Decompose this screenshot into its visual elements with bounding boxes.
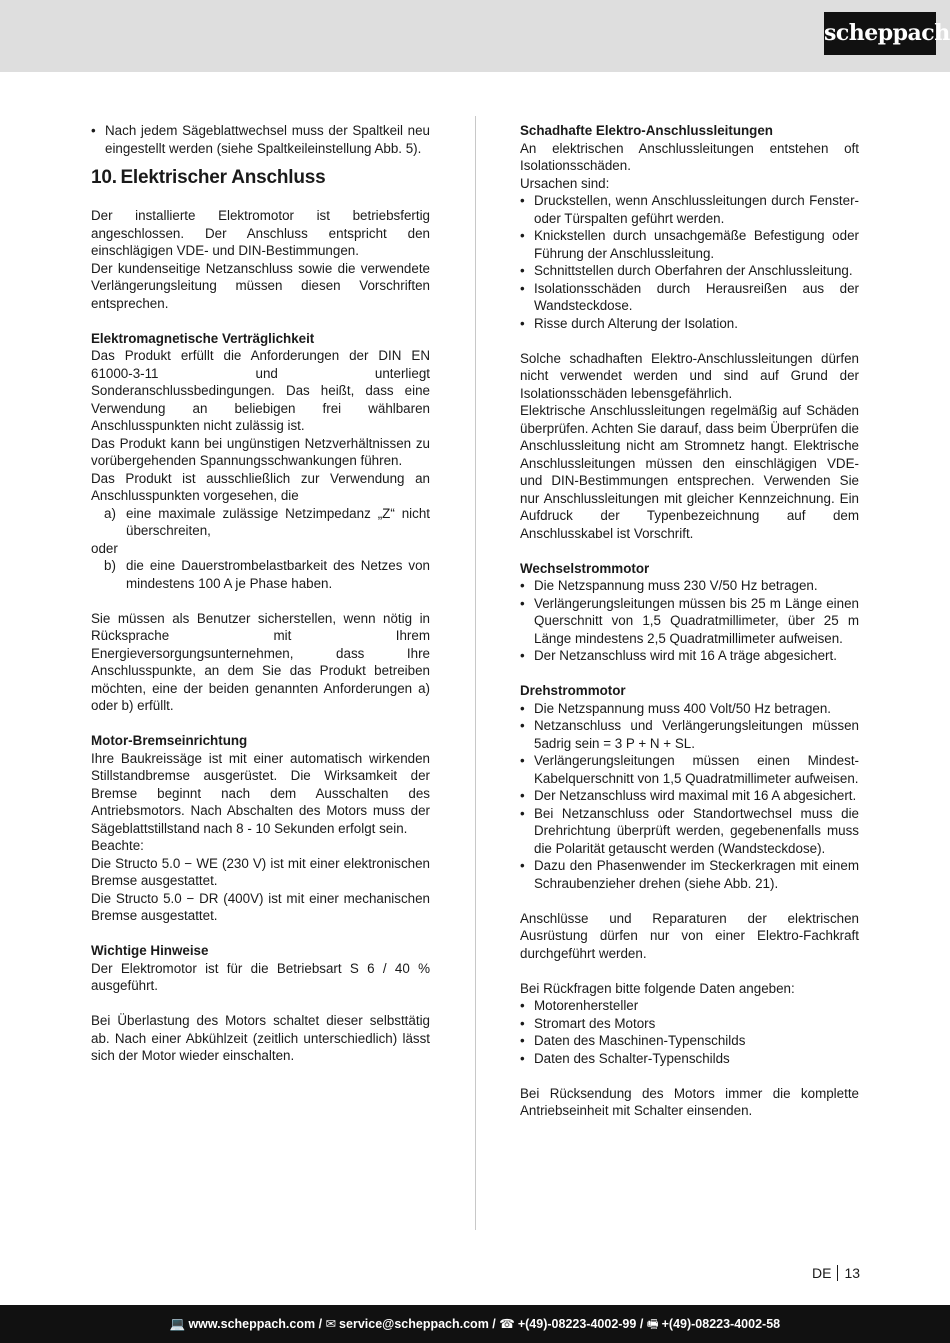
emv-heading: Elektromagnetische Verträglichkeit: [91, 330, 315, 346]
list-item: • Die Netzspannung muss 400 Volt/50 Hz betragen.: [520, 700, 859, 718]
section-title: Elektrischer Anschluss: [120, 167, 326, 188]
condition-b-text: die eine Dauerstrombelastbarkeit des Netzes von mindestens 100 A je Phase haben.: [126, 558, 430, 591]
left-column: [91, 122, 430, 1065]
condition-b-mark: b): [104, 558, 116, 573]
list-item: • Stromart des Motors: [520, 1015, 859, 1033]
section-heading: [91, 166, 430, 190]
three-phase-motor-heading: Drehstrommotor: [520, 683, 626, 698]
paragraph: Die Structo 5.0 − WE (230 V) ist mit einer elektronischen Bremse ausgestattet.: [91, 855, 430, 888]
paragraph: Der kundenseitige Netzanschluss sowie die verwendete Verlängerungsleitung müssen diesen Vorschriften entsprechen.: [91, 260, 430, 311]
condition-a: [91, 505, 430, 540]
paragraph: Elektrische Anschlussleitungen regelmäßig auf Schäden überprüfen. Achten Sie darauf, dass beim Überprüfen die Anschlussleitung nicht am Stromnetz hangt. Elektrische Anschlussleitungen müssen den einschlägigen VDE- und DIN-Bestimmungen entsprechen. Verwenden Sie nur Anschlussleitungen mit gleicher Kennzeichnung. Ein Aufdruck der Typenbezeichnung auf dem Anschlusskabel ist Vorschrift.: [520, 403, 859, 541]
list-item: • Dazu den Phasenwender im Steckerkragen mit einem Schraubenzieher drehen (siehe Abb. 21).: [520, 857, 859, 892]
paragraph: Bei Rücksendung des Motors immer die komplette Antriebseinheit mit Schalter einsenden.: [520, 1085, 859, 1118]
paragraph: Das Produkt ist ausschließlich zur Verwendung an Anschlusspunkten vorgesehen, die: [91, 470, 430, 503]
brake-heading: Motor-Bremseinrichtung: [91, 733, 248, 748]
list-item: • Druckstellen, wenn Anschlussleitungen durch Fenster-oder Türspalten geführt werden.: [520, 192, 859, 227]
list-item: • Der Netzanschluss wird mit 16 A träge abgesichert.: [520, 647, 859, 665]
website-link[interactable]: www.scheppach.com: [188, 1317, 316, 1331]
page-number-divider: [837, 1265, 838, 1281]
footer-contact-bar: [0, 1305, 950, 1343]
paragraph: Das Produkt erfüllt die Anforderungen der DIN EN 61000-3-11 und unterliegt Sonderanschlussbedingungen. Das heißt, dass eine Verwendung an beliebigen frei wählbaren Anschlusspunkten nicht zulässig ist.: [91, 348, 430, 433]
list-item: • Der Netzanschluss wird maximal mit 16 A abgesichert.: [520, 787, 859, 805]
list-item: • Verlängerungsleitungen müssen bis 25 m Länge einen Querschnitt von 1,5 Quadratmillimeter, über 25 m Länge mindestens 2,5 Quadratmillimeter aufweisen.: [520, 595, 859, 648]
footer-separator: /: [492, 1317, 496, 1331]
right-column: [520, 122, 859, 1120]
page-number-value: 13: [844, 1265, 861, 1281]
list-item: • Daten des Schalter-Typenschilds: [520, 1050, 859, 1068]
mail-icon: ✉: [325, 1317, 337, 1331]
damage-causes-list: [520, 192, 859, 332]
paragraph: Der installierte Elektromotor ist betriebsfertig angeschlossen. Der Anschluss entspricht den einschlägigen VDE- und DIN-Bestimmungen.: [91, 208, 430, 258]
fax-icon: 🖷: [646, 1317, 659, 1331]
paragraph: Anschlüsse und Reparaturen der elektrischen Ausrüstung dürfen nur von einer Elektro-Fachkraft durchgeführt werden.: [520, 910, 859, 961]
page-number: [812, 1264, 860, 1282]
phone-number: +(49)-08223-4002-99: [517, 1317, 637, 1331]
column-divider: [475, 116, 476, 1230]
list-item: • Risse durch Alterung der Isolation.: [520, 315, 859, 333]
scheppach-logo: scheppach: [824, 12, 936, 55]
monitor-icon: 💻: [169, 1317, 186, 1331]
footer-separator: /: [639, 1317, 644, 1331]
list-item: • Bei Netzanschluss oder Standortwechsel muss die Drehrichtung überprüft werden, gegebenenfalls muss die Polarität getauscht werden (Wandsteckdose).: [520, 805, 859, 858]
paragraph: Ursachen sind:: [520, 175, 610, 191]
email-link[interactable]: service@scheppach.com: [339, 1317, 489, 1331]
paragraph: Der Elektromotor ist für die Betriebsart S 6 / 40 % ausgeführt.: [91, 960, 430, 993]
footer-separator: /: [318, 1317, 323, 1331]
paragraph: Sie müssen als Benutzer sicherstellen, wenn nötig in Rücksprache mit Ihrem Energieversorgungsunternehmen, dass Ihre Anschlusspunkte, an dem Sie das Produkt betreiben möchten, eine der beiden genannten Anforderungen a) oder b) erfüllt.: [91, 610, 430, 713]
paragraph: An elektrischen Anschlussleitungen entstehen oft Isolationsschäden.: [520, 140, 859, 173]
list-item: • Netzanschluss und Verlängerungsleitungen müssen 5adrig sein = 3 P + N + SL.: [520, 717, 859, 752]
header-band: [0, 0, 950, 72]
ac-motor-heading: Wechselstrommotor: [520, 560, 650, 576]
paragraph: Ihre Baukreissäge ist mit einer automatisch wirkenden Stillstandbremse ausgerüstet. Die Wirksamkeit der Bremse beginnt nach dem Ausschalten des Antriebsmotors. Nach Abschalten des Motors muss der Sägeblattstillstand nach 8 - 10 Sekunden erfolgt sein.: [91, 750, 430, 836]
paragraph: Bei Rückfragen bitte folgende Daten angeben:: [520, 980, 795, 996]
damaged-cables-heading: Schadhafte Elektro-Anschlussleitungen: [520, 123, 773, 138]
list-item: • Die Netzspannung muss 230 V/50 Hz betragen.: [520, 577, 859, 595]
phone-icon: ☎: [499, 1317, 515, 1331]
list-item: • Knickstellen durch unsachgemäße Befestigung oder Führung der Anschlussleitung.: [520, 227, 859, 262]
language-code: DE: [812, 1265, 832, 1281]
list-item: • Verlängerungsleitungen müssen einen Mindest-Kabelquerschnitt von 1,5 Quadratmillimeter aufweisen.: [520, 752, 859, 787]
ac-motor-list: [520, 577, 859, 665]
notes-heading: Wichtige Hinweise: [91, 943, 209, 958]
section-number: 10.: [91, 167, 117, 188]
list-item: • Isolationsschäden durch Herausreißen aus der Wandsteckdose.: [520, 280, 859, 315]
list-item: • Daten des Maschinen-Typenschilds: [520, 1032, 859, 1050]
paragraph: Die Structo 5.0 − DR (400V) ist mit einer mechanischen Bremse ausgestattet.: [91, 890, 430, 923]
condition-b: [91, 557, 430, 592]
list-item: • Motorenhersteller: [520, 997, 859, 1015]
three-phase-motor-list: [520, 700, 859, 893]
inquiry-data-list: [520, 997, 859, 1067]
fax-number: +(49)-08223-4002-58: [661, 1317, 781, 1331]
or-label: oder: [91, 540, 118, 556]
intro-bullet-list: [91, 122, 430, 157]
paragraph: Bei Überlastung des Motors schaltet dieser selbsttätig ab. Nach einer Abkühlzeit (zeitlich unterschiedlich) lässt sich der Motor wieder einschalten.: [91, 1013, 430, 1063]
list-item: • Schnittstellen durch Oberfahren der Anschlussleitung.: [520, 262, 859, 280]
condition-a-text: eine maximale zulässige Netzimpedanz „Z“ nicht überschreiten,: [126, 505, 430, 538]
list-item: • Nach jedem Sägeblattwechsel muss der Spaltkeil neu eingestellt werden (siehe Spaltkeileinstellung Abb. 5).: [91, 122, 430, 157]
condition-a-mark: a): [104, 505, 116, 521]
paragraph: Solche schadhaften Elektro-Anschlussleitungen dürfen nicht verwendet werden und sind auf Grund der Isolationsschäden lebensgefährlich.: [520, 350, 859, 401]
paragraph: Das Produkt kann bei ungünstigen Netzverhältnissen zu vorübergehenden Spannungsschwankungen führen.: [91, 435, 430, 468]
paragraph: Beachte:: [91, 838, 144, 853]
